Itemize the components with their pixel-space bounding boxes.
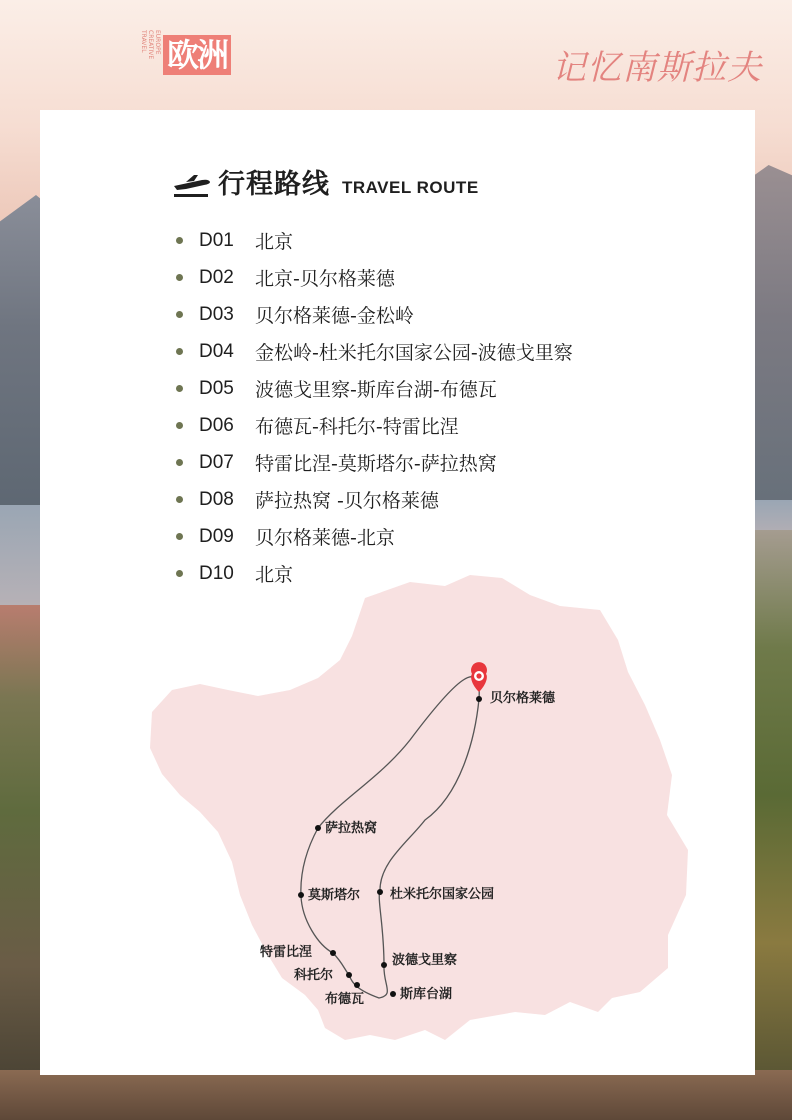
map-label: 波德戈里察	[392, 953, 458, 968]
route-text: 金松岭-杜米托尔国家公园-波德戈里察	[255, 342, 573, 364]
map-marker	[315, 825, 321, 831]
day-label: D02	[199, 266, 234, 288]
map-marker	[381, 962, 387, 968]
route-text: 特雷比涅-莫斯塔尔-萨拉热窝	[255, 453, 497, 475]
map-label: 贝尔格莱德	[490, 691, 556, 706]
map-label: 布德瓦	[325, 992, 365, 1007]
map-label: 科托尔	[294, 968, 334, 983]
map-label: 斯库台湖	[400, 987, 453, 1002]
map-label: 杜米托尔国家公园	[390, 887, 495, 902]
route-text: 贝尔格莱德-北京	[255, 527, 395, 549]
day-label: D05	[199, 377, 234, 399]
map-marker	[377, 889, 383, 895]
map-marker	[330, 950, 336, 956]
map-marker	[390, 991, 396, 997]
route-text: 北京	[255, 231, 294, 253]
route-text: 贝尔格莱德-金松岭	[255, 305, 414, 327]
route-text: 波德戈里察-斯库台湖-布德瓦	[255, 379, 497, 401]
day-label: D08	[199, 488, 234, 510]
map-label: 萨拉热窝	[325, 821, 378, 836]
day-label: D07	[199, 451, 234, 473]
map-marker	[346, 972, 352, 978]
map-marker	[476, 696, 482, 702]
route-text: 布德瓦-科托尔-特雷比涅	[255, 416, 459, 438]
section-title-english: TRAVEL ROUTE	[342, 178, 479, 197]
map-region	[150, 575, 688, 1040]
day-label: D10	[199, 562, 234, 584]
route-text: 北京	[255, 564, 294, 586]
map-marker	[354, 982, 360, 988]
day-label: D09	[199, 525, 234, 547]
tagline: 记忆南斯拉夫	[552, 48, 762, 88]
brand-logo-text: 欧洲	[163, 35, 231, 75]
map-label: 莫斯塔尔	[308, 888, 361, 903]
route-text: 北京-贝尔格莱德	[255, 268, 395, 290]
day-label: D01	[199, 229, 234, 251]
day-label: D03	[199, 303, 234, 325]
day-label: D06	[199, 414, 234, 436]
map-marker	[298, 892, 304, 898]
section-title: 行程路线	[218, 169, 330, 200]
day-label: D04	[199, 340, 234, 362]
route-text: 萨拉热窝 -贝尔格莱德	[255, 490, 439, 512]
map-label: 特雷比涅	[260, 945, 313, 960]
brand-logo-subtitle: EUROPE CREATIVE TRAVEL	[140, 30, 161, 60]
